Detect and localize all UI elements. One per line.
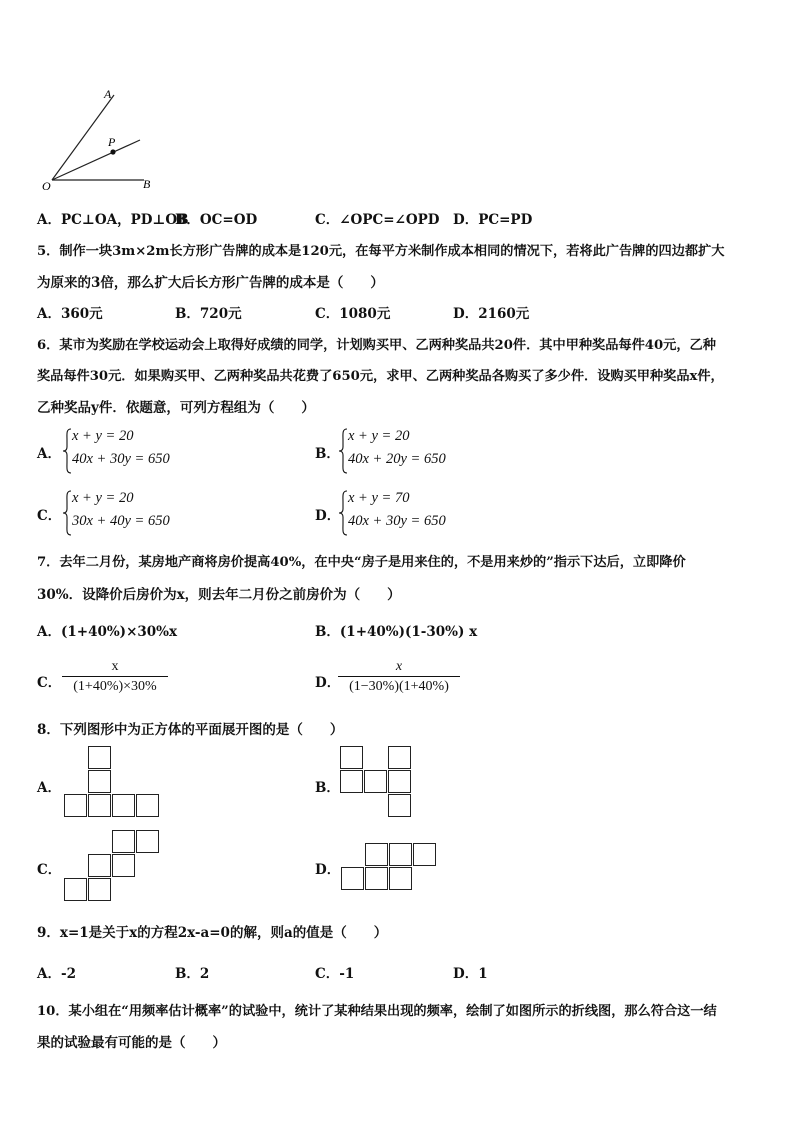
q4-option-d: D．PC=PD [453, 212, 533, 228]
q8-net-b [340, 746, 414, 820]
q5-stem-line1: 5．制作一块3m×2m长方形广告牌的成本是120元，在每平方米制作成本相同的情况下，若将此广告牌的四边都扩大 [37, 244, 725, 259]
label-O: O [42, 179, 51, 193]
q8-option-c-label: C． [37, 862, 62, 878]
q6-option-d-label: D． [315, 508, 341, 524]
net-square [340, 746, 363, 769]
net-square [112, 794, 135, 817]
net-square [389, 843, 412, 866]
q6-option-a-label: A． [37, 446, 61, 462]
net-square [389, 867, 412, 890]
label-P: P [108, 135, 116, 149]
net-square [88, 854, 111, 877]
q8-net-c [64, 830, 162, 904]
q5-option-a: A．360元 [37, 306, 103, 322]
q5-stem-line2: 为原来的3倍，那么扩大后长方形广告牌的成本是（ ） [37, 275, 384, 291]
q4-option-a: A．PC⊥OA，PD⊥OB [37, 212, 189, 228]
net-square [136, 794, 159, 817]
q7-stem-line1: 7．去年二月份，某房地产商将房价提高40%，在中央“房子是用来住的，不是用来炒的”指示下达后，立即降价 [37, 555, 686, 570]
q7-option-a: A．(1+40%)×30%x [37, 624, 178, 640]
ray-OA [52, 95, 114, 180]
net-square [112, 854, 135, 877]
q8-option-b-label: B． [315, 780, 340, 796]
q7-option-c-label: C． [37, 675, 62, 691]
net-square [388, 770, 411, 793]
brace-icon [62, 490, 72, 536]
q8-net-d [341, 843, 439, 893]
q9-option-a: A．-2 [37, 966, 76, 982]
net-square [64, 878, 87, 901]
q5-option-d: D．2160元 [453, 306, 530, 322]
net-square [341, 867, 364, 890]
q6-d-eq1: x + y = 70 [348, 490, 410, 506]
net-square [364, 770, 387, 793]
q7-option-d-label: D． [315, 675, 341, 691]
q6-stem-line3: 乙种奖品y件．依题意，可列方程组为（ ） [37, 400, 315, 416]
brace-icon [338, 490, 348, 536]
net-square [88, 878, 111, 901]
q7-c-denominator: (1+40%)×30% [73, 679, 157, 694]
net-square [340, 770, 363, 793]
q6-option-b-label: B． [315, 446, 340, 462]
q6-option-c-label: C． [37, 508, 62, 524]
q7-d-numerator: x [395, 659, 403, 674]
q5-option-b: B．720元 [175, 306, 242, 322]
q7-d-denominator: (1−30%)(1+40%) [349, 679, 449, 694]
q6-stem-line1: 6．某市为奖励在学校运动会上取得好成绩的同学，计划购买甲、乙两种奖品共20件．其中甲种奖品每件40元，乙种 [37, 338, 716, 353]
q6-stem-line2: 奖品每件30元．如果购买甲、乙两种奖品共花费了650元，求甲、乙两种奖品各购买了多少件．设购买甲种奖品x件， [37, 369, 724, 384]
net-square [136, 830, 159, 853]
net-square [88, 794, 111, 817]
q7-option-c-fraction [62, 658, 168, 697]
q7-option-b: B．(1+40%)(1-30%) x [315, 624, 478, 640]
q6-a-eq1: x + y = 20 [72, 428, 134, 444]
q5-option-c: C．1080元 [315, 306, 391, 322]
brace-icon [338, 428, 348, 474]
net-square [88, 746, 111, 769]
net-square [388, 746, 411, 769]
q4-option-c: C．∠OPC=∠OPD [315, 212, 440, 228]
q9-option-c: C．-1 [315, 966, 355, 982]
q10-stem-line1: 10．某小组在“用频率估计概率”的试验中，统计了某种结果出现的频率，绘制了如图所示的折线图，那么符合这一结 [37, 1004, 717, 1019]
q7-c-numerator: x [111, 659, 119, 674]
ray-OP [52, 140, 140, 180]
angle-bisector-figure [30, 80, 170, 195]
q9-option-d: D．1 [453, 966, 488, 982]
label-A: A [104, 87, 112, 101]
q6-c-eq2: 30x + 40y = 650 [72, 513, 170, 529]
net-square [365, 867, 388, 890]
net-square [64, 794, 87, 817]
net-square [112, 830, 135, 853]
q9-stem: 9．x=1是关于x的方程2x-a=0的解，则a的值是（ ） [37, 925, 388, 941]
q10-stem-line2: 果的试验最有可能的是（ ） [37, 1035, 226, 1051]
q8-option-a-label: A． [37, 780, 61, 796]
brace-icon [62, 428, 72, 474]
q4-option-b: B．OC=OD [175, 212, 258, 228]
q6-b-eq2: 40x + 20y = 650 [348, 451, 446, 467]
net-square [388, 794, 411, 817]
q6-a-eq2: 40x + 30y = 650 [72, 451, 170, 467]
label-B: B [143, 177, 151, 191]
q6-d-eq2: 40x + 30y = 650 [348, 513, 446, 529]
q8-net-a [64, 746, 162, 820]
q7-option-d-fraction [338, 658, 460, 697]
point-P [110, 149, 115, 154]
net-square [365, 843, 388, 866]
q8-stem: 8．下列图形中为正方体的平面展开图的是（ ） [37, 722, 344, 738]
q7-stem-line2: 30%．设降价后房价为x，则去年二月份之前房价为（ ） [37, 587, 401, 603]
q6-c-eq1: x + y = 20 [72, 490, 134, 506]
net-square [88, 770, 111, 793]
q6-b-eq1: x + y = 20 [348, 428, 410, 444]
net-square [413, 843, 436, 866]
q8-option-d-label: D． [315, 862, 341, 878]
q9-option-b: B．2 [175, 966, 210, 982]
